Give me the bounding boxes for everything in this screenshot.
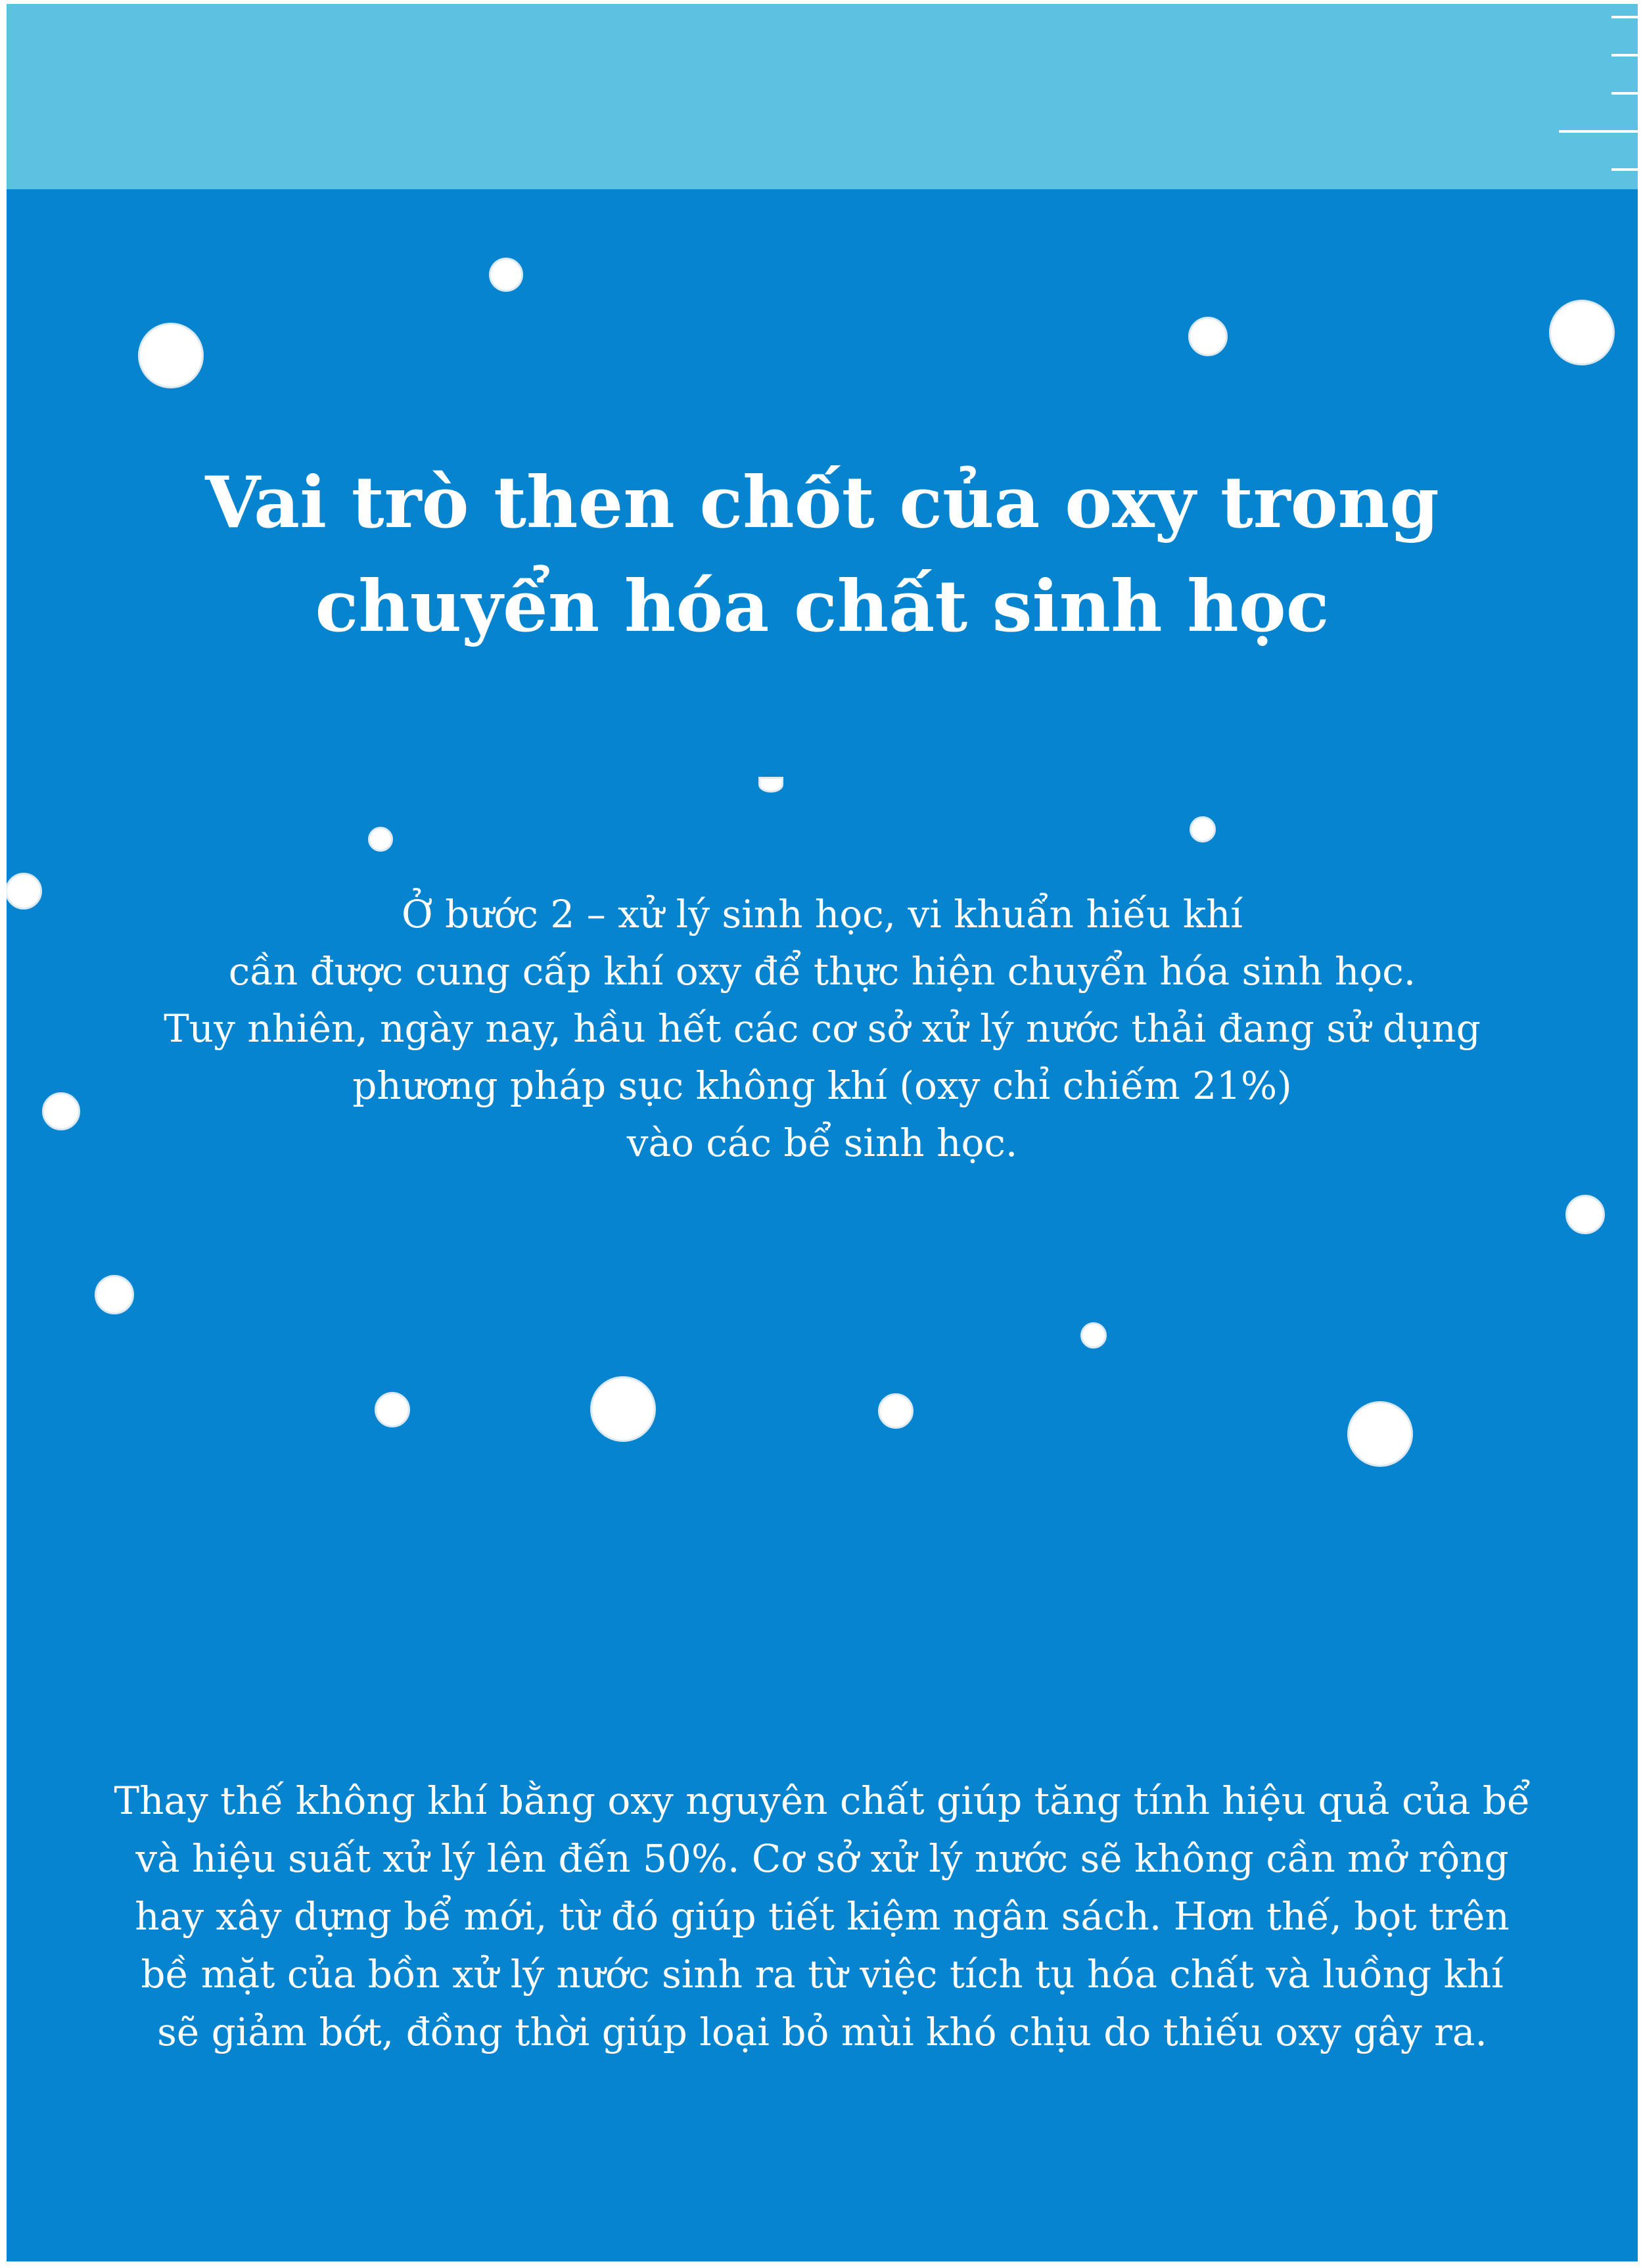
- body-line: và hiệu suất xử lý lên đến 50%. Cơ sở xử lý nước sẽ không cần mở rộng: [135, 1836, 1509, 1881]
- body-line: bề mặt của bồn xử lý nước sinh ra từ việc tích tụ hóa chất và luồng khí: [141, 1952, 1504, 1997]
- body-line: Thay thế không khí bằng oxy nguyên chất giúp tăng tính hiệu quả của bể: [114, 1778, 1531, 1823]
- bubble-decoration: [878, 1393, 914, 1429]
- body-line: sẽ giảm bớt, đồng thời giúp loại bỏ mùi khó chịu do thiếu oxy gây ra.: [157, 2010, 1487, 2054]
- intro-line: vào các bể sinh học.: [626, 1121, 1018, 1165]
- top-band: [7, 4, 1638, 189]
- body-paragraph: [7, 1772, 1638, 2061]
- title-line: Vai trò then chốt của oxy trong: [205, 461, 1439, 544]
- bubble-decoration: [95, 1275, 134, 1314]
- bubble-decoration: [1190, 816, 1216, 843]
- body-line: hay xây dựng bể mới, từ đó giúp tiết kiệm ngân sách. Hơn thế, bọt trên: [135, 1894, 1510, 1939]
- scale-tick: [1611, 16, 1638, 18]
- bubble-decoration: [1347, 1401, 1413, 1467]
- bubble-decoration: [1188, 317, 1228, 356]
- intro-paragraph: [7, 886, 1638, 1172]
- page-title: [7, 451, 1638, 659]
- page-background: [7, 4, 1638, 2261]
- bubble-decoration: [138, 323, 204, 388]
- bubble-decoration: [368, 827, 393, 852]
- bubble-decoration: [1080, 1322, 1107, 1349]
- scale-tick: [1611, 54, 1638, 57]
- scale-tick: [1559, 130, 1638, 133]
- title-line: chuyển hóa chất sinh học: [315, 565, 1330, 648]
- scale-tick: [1611, 168, 1638, 171]
- bubble-decoration: [758, 777, 783, 793]
- intro-line: Ở bước 2 – xử lý sinh học, vi khuẩn hiếu khí: [402, 892, 1243, 937]
- bubble-decoration: [375, 1392, 410, 1427]
- intro-line: cần được cung cấp khí oxy để thực hiện chuyển hóa sinh học.: [228, 949, 1416, 994]
- bubble-decoration: [1565, 1195, 1605, 1234]
- bubble-decoration: [489, 258, 523, 292]
- bubble-decoration: [590, 1376, 656, 1442]
- scale-tick: [1611, 92, 1638, 95]
- intro-line: Tuy nhiên, ngày nay, hầu hết các cơ sở xử lý nước thải đang sử dụng: [164, 1006, 1481, 1051]
- intro-line: phương pháp sục không khí (oxy chỉ chiếm 21%): [352, 1063, 1292, 1108]
- bubble-decoration: [1549, 300, 1615, 365]
